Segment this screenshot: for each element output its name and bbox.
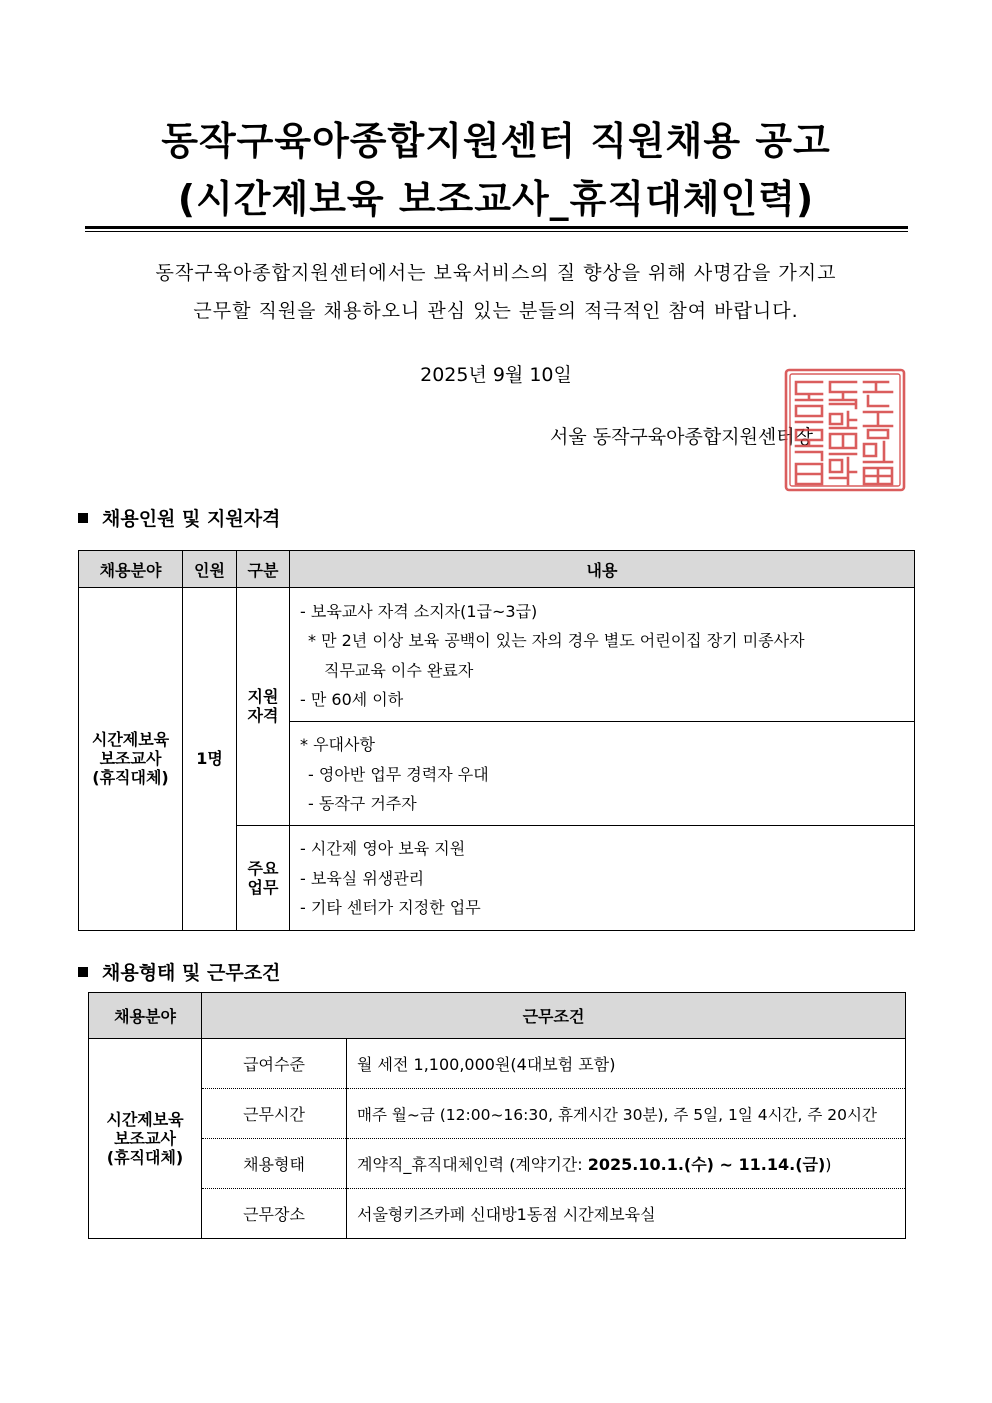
row-label: 급여수준 (202, 1039, 347, 1089)
headcount-cell: 1명 (183, 588, 237, 931)
qualification-label: 지원 자격 (237, 588, 290, 826)
intro-line2: 근무할 직원을 채용하오니 관심 있는 분들의 적극적인 참여 바랍니다. (193, 300, 799, 322)
section-heading-recruitment: 채용인원 및 지원자격 (78, 504, 280, 531)
intro-line1: 동작구육아종합지원센터에서는 보육서비스의 질 향상을 위해 사명감을 가지고 (155, 262, 837, 284)
table-row (89, 1139, 906, 1189)
page-title-line2: (시간제보육 보조교사_휴직대체인력) (177, 177, 815, 221)
row-label: 채용형태 (202, 1139, 347, 1189)
list-item: - 영아반 업무 경력자 우대 (308, 764, 489, 784)
duty-label: 주요 업무 (237, 825, 290, 930)
official-seal-stamp (784, 368, 906, 492)
title-divider-thin (85, 231, 908, 232)
row-value: 매주 월~금 (12:00~16:30, 휴게시간 30분), 주 5일, 1일 4시간, 주 20시간 (347, 1089, 906, 1139)
row-value: 서울형키즈카페 신대방1동점 시간제보육실 (347, 1189, 906, 1239)
header-headcount: 인원 (183, 551, 237, 588)
title-divider-thick (85, 226, 908, 229)
list-item: - 만 60세 이하 (300, 690, 404, 709)
table-row (89, 1089, 906, 1139)
issuer-name: 서울 동작구육아종합지원센터장 (550, 426, 813, 448)
header-field: 채용분야 (89, 993, 202, 1039)
row-label: 근무시간 (202, 1089, 347, 1139)
table-row (89, 1189, 906, 1239)
list-item: - 기타 센터가 지정한 업무 (300, 898, 481, 918)
table-row (89, 1039, 906, 1089)
row-value: 월 세전 1,100,000원(4대보험 포함) (347, 1039, 906, 1089)
row-value: 계약직_휴직대체인력 (계약기간: 2025.10.1.(수) ~ 11.14.(금)) (347, 1139, 906, 1189)
row-label: 근무장소 (202, 1189, 347, 1239)
recruitment-table (78, 550, 915, 931)
bullet-square-icon (78, 967, 88, 977)
duties-cell (290, 825, 915, 930)
list-item: - 시간제 영아 보육 지원 (300, 839, 466, 859)
table-header-row (79, 551, 915, 588)
qualifications-cell (290, 588, 915, 722)
list-item: - 동작구 거주자 (308, 794, 417, 813)
list-item: - 보육실 위생관리 (300, 868, 425, 888)
bullet-square-icon (78, 513, 88, 523)
list-item: * 만 2년 이상 보육 공백이 있는 자의 경우 별도 어린이집 장기 미종사자 (308, 631, 805, 650)
field-cell: 시간제보육 보조교사 (휴직대체) (89, 1039, 202, 1239)
page-title-line1: 동작구육아종합지원센터 직원채용 공고 (161, 119, 831, 163)
table-header-row (89, 993, 906, 1039)
section-heading-conditions: 채용형태 및 근무조건 (78, 958, 280, 985)
field-cell: 시간제보육 보조교사 (휴직대체) (79, 588, 183, 931)
announcement-date: 2025년 9월 10일 (420, 364, 572, 386)
list-item: * 우대사항 (300, 735, 375, 754)
preferences-cell (290, 722, 915, 826)
header-content: 내용 (290, 551, 915, 588)
header-conditions: 근무조건 (202, 993, 906, 1039)
list-item: - 보육교사 자격 소지자(1급~3급) (300, 601, 538, 621)
conditions-table (88, 992, 906, 1239)
header-field: 채용분야 (79, 551, 183, 588)
list-item: 직무교육 이수 완료자 (324, 660, 474, 680)
table-row (79, 588, 915, 722)
contract-period: 2025.10.1.(수) ~ 11.14.(금) (587, 1155, 826, 1174)
header-category: 구분 (237, 551, 290, 588)
